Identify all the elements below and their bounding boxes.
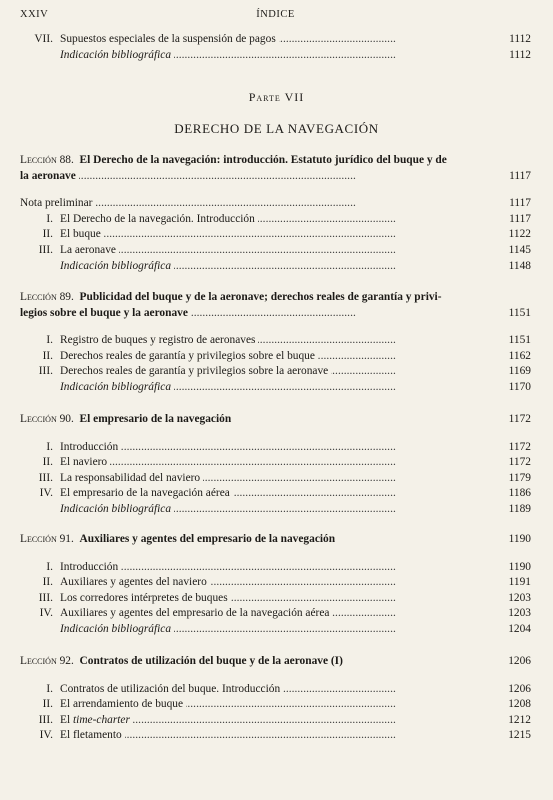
entry-text-italic: time-charter (72, 713, 130, 726)
entry-number: II. (42, 698, 53, 711)
lesson-heading (20, 153, 531, 169)
running-header (20, 9, 531, 23)
lesson-title-cont: la aeronave (20, 170, 79, 182)
entry-text: Derechos reales de garantía y privilegios sobre el buque (60, 350, 318, 362)
toc-entry (20, 502, 531, 518)
entry-number: III. (38, 365, 53, 378)
entry-page: 1204 (508, 622, 531, 635)
toc-entry (20, 697, 531, 713)
toc-entry (20, 227, 531, 243)
entry-number: II. (42, 228, 53, 241)
entry-page: 1186 (508, 487, 531, 500)
entry-page: 1117 (509, 212, 531, 225)
entry-text: El buque (60, 228, 104, 240)
lesson-title: Contratos de utilización del buque y de la aeronave (I) (79, 655, 343, 667)
toc-entry (20, 440, 531, 456)
toc-entry (20, 196, 531, 212)
entry-text: Indicación bibliográfica (60, 260, 174, 272)
entry-page: 1212 (508, 713, 531, 726)
toc-entry (20, 713, 531, 729)
entry-page: 1189 (508, 502, 531, 515)
entry-page: 1172 (508, 440, 531, 453)
entry-text: El fletamento (60, 729, 125, 741)
entry-page: 1148 (508, 259, 531, 272)
toc-entry (20, 243, 531, 259)
toc-entry (20, 349, 531, 365)
lesson-89 (20, 290, 531, 396)
lesson-heading (20, 290, 531, 306)
lesson-label: Lección 89. (20, 291, 74, 303)
toc-entry (20, 471, 531, 487)
entry-text: Introducción (60, 561, 121, 573)
entry-number: IV. (39, 607, 53, 620)
lesson-page: 1151 (508, 306, 531, 319)
entry-number: IV. (39, 729, 53, 742)
toc-entry (20, 622, 531, 638)
toc-entry (20, 486, 531, 502)
entry-number: II. (42, 456, 53, 469)
entry-number: III. (38, 591, 53, 604)
part-label: Parte VII (248, 90, 305, 104)
entry-number: II. (42, 349, 53, 362)
entry-text: El empresario de la navegación aérea (60, 487, 233, 499)
entry-page: 1206 (508, 682, 531, 695)
entry-text: Derechos reales de garantía y privilegios sobre la aeronave (60, 365, 331, 377)
header-title: ÍNDICE (256, 9, 295, 20)
lesson-title: Auxiliares y agentes del empresario de la navegación (79, 533, 336, 545)
entry-text: El naviero (60, 456, 110, 468)
lesson-heading (20, 412, 531, 428)
lesson-91 (20, 532, 531, 638)
entry-page: 1203 (508, 607, 531, 620)
entry-text: Contratos de utilización del buque. Introducción (60, 683, 283, 695)
entry-page: 1208 (508, 698, 531, 711)
lesson-label: Lección 90. (20, 413, 74, 425)
entry-text: Nota preliminar (20, 197, 95, 209)
entry-text: Indicación bibliográfica (60, 623, 174, 635)
lesson-title-cont: legios sobre el buque y la aeronave (20, 307, 191, 319)
entry-text: Registro de buques y registro de aeronaves (60, 334, 258, 346)
toc-entry (20, 380, 531, 396)
lesson-label: Lección 92. (20, 655, 74, 667)
lesson-label: Lección 91. (20, 533, 74, 545)
entry-page: 1117 (509, 197, 531, 210)
entry-number: I. (46, 560, 53, 573)
entry-text: El Derecho de la navegación. Introducción (60, 213, 258, 225)
toc-entry (20, 591, 531, 607)
toc-entry (20, 48, 531, 64)
entry-page: 1170 (508, 380, 531, 393)
lesson-heading (20, 654, 531, 670)
entry-page: 1162 (508, 349, 531, 362)
lesson-90 (20, 412, 531, 518)
toc-entry (20, 728, 531, 744)
toc-entry (20, 364, 531, 380)
lesson-page: 1190 (508, 533, 531, 545)
entry-page: 1145 (508, 243, 531, 256)
lesson-heading (20, 532, 531, 548)
lesson-title: El empresario de la navegación (79, 413, 232, 425)
entry-page: 1179 (508, 471, 531, 484)
part-title: DERECHO DE LA NAVEGACIÓN (174, 121, 379, 136)
entry-text: La responsabilidad del naviero (60, 472, 203, 484)
entry-text: Introducción (60, 441, 121, 453)
entry-number: III. (38, 713, 53, 726)
entry-text: Supuestos especiales de la suspensión de pagos (60, 33, 279, 45)
lesson-88 (20, 153, 531, 274)
toc-entry (20, 560, 531, 576)
top-entries (20, 32, 531, 63)
entry-number: III. (38, 243, 53, 256)
entry-number: IV. (39, 487, 53, 500)
entry-number: III. (38, 471, 53, 484)
toc-entry (20, 455, 531, 471)
toc-entry (20, 575, 531, 591)
lesson-page: 1117 (509, 169, 531, 182)
lesson-label: Lección 88. (20, 154, 74, 166)
lesson-page: 1206 (508, 655, 531, 667)
entry-page: 1122 (508, 228, 531, 241)
entry-page: 1191 (508, 576, 531, 589)
entry-number: I. (46, 682, 53, 695)
entry-page: 1169 (508, 365, 531, 378)
entry-page: 1215 (508, 729, 531, 742)
entry-text: Auxiliares y agentes del naviero (60, 576, 210, 588)
entry-text: La aeronave (60, 244, 119, 256)
toc-entry (20, 212, 531, 228)
lesson-page: 1172 (508, 413, 531, 425)
toc-entry (20, 682, 531, 698)
entry-page: 1112 (509, 48, 531, 61)
lesson-92 (20, 654, 531, 744)
entry-number: I. (46, 212, 53, 225)
entry-number: VII. (34, 33, 53, 45)
entry-number: I. (46, 440, 53, 453)
entry-text: Indicación bibliográfica (60, 49, 174, 61)
entry-number: I. (46, 334, 53, 347)
entry-page: 1203 (508, 591, 531, 604)
lesson-title: El Derecho de la navegación: introducción. Estatuto jurídico del buque y de (79, 154, 447, 166)
entry-number: II. (42, 576, 53, 589)
toc-entry (20, 259, 531, 275)
entry-page: 1172 (508, 456, 531, 469)
entry-page: 1190 (508, 560, 531, 573)
entry-text: El (60, 713, 73, 726)
toc-entry (20, 333, 531, 349)
toc-entry (20, 32, 531, 48)
entry-text: Auxiliares y agentes del empresario de la navegación aérea (60, 607, 332, 619)
entry-text: Indicación bibliográfica (60, 503, 174, 515)
toc-entry (20, 606, 531, 622)
entry-text: Los corredores intérpretes de buques (60, 592, 231, 604)
page-number-roman: XXIV (20, 9, 49, 20)
entry-page: 1151 (508, 334, 531, 347)
entry-text: Indicación bibliográfica (60, 381, 174, 393)
entry-text: El arrendamiento de buque (60, 698, 186, 710)
lesson-title: Publicidad del buque y de la aeronave; derechos reales de garantía y privi- (79, 291, 442, 303)
entry-page: 1112 (509, 33, 531, 45)
